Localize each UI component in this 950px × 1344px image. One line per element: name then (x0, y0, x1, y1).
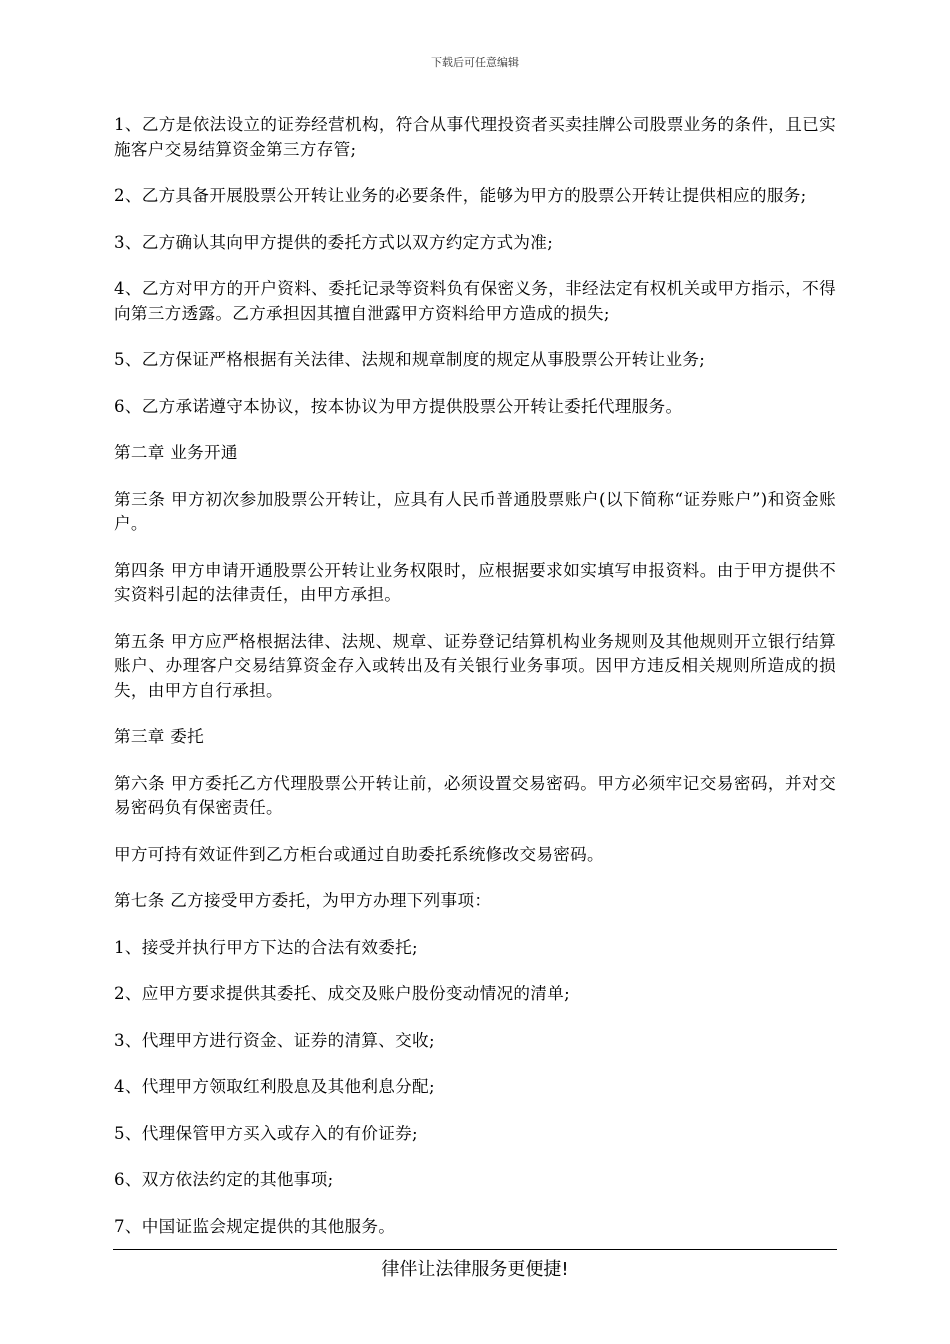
list-item: 7、中国证监会规定提供的其他服务。 (114, 1216, 396, 1236)
list-item: 2、应甲方要求提供其委托、成交及账户股份变动情况的清单; (114, 984, 570, 1003)
chapter-heading: 第二章 业务开通 (114, 443, 238, 462)
article: 第三条 甲方初次参加股票公开转让，应具有人民币普通股票账户(以下简称“证券账户”)和资金账户。 (114, 489, 836, 533)
paragraph: 3、乙方确认其向甲方提供的委托方式以双方约定方式为准; (114, 232, 554, 252)
footer-slogan: 律伴让法律服务更便捷! (381, 1259, 569, 1280)
list-item: 6、双方依法约定的其他事项; (114, 1170, 334, 1189)
paragraph: 5、乙方保证严格根据有关法律、法规和规章制度的规定从事股票公开转让业务; (114, 350, 706, 369)
paragraph: 6、乙方承诺遵守本协议，按本协议为甲方提供股票公开转让委托代理服务。 (114, 396, 683, 416)
list-item: 5、代理保管甲方买入或存入的有价证券; (114, 1123, 418, 1143)
list-item: 4、代理甲方领取红利股息及其他利息分配; (114, 1077, 435, 1096)
chapter-heading: 第三章 委托 (114, 727, 205, 746)
paragraph: 2、乙方具备开展股票公开转让业务的必要条件，能够为甲方的股票公开转让提供相应的服务; (114, 186, 807, 205)
header-note: 下载后可任意编辑 (431, 56, 519, 69)
paragraph: 1、乙方是依法设立的证券经营机构，符合从事代理投资者买卖挂牌公司股票业务的条件，且已实施客户交易结算资金第三方存管; (114, 115, 836, 159)
paragraph: 甲方可持有效证件到乙方柜台或通过自助委托系统修改交易密码。 (114, 844, 604, 864)
article: 第七条 乙方接受甲方委托，为甲方办理下列事项： (114, 891, 492, 910)
article: 第四条 甲方申请开通股票公开转让业务权限时，应根据要求如实填写申报资料。由于甲方提供不实资料引起的法律责任，由甲方承担。 (114, 560, 836, 604)
article: 第六条 甲方委托乙方代理股票公开转让前，必须设置交易密码。甲方必须牢记交易密码，并对交易密码负有保密责任。 (114, 773, 836, 817)
article: 第五条 甲方应严格根据法律、法规、规章、证券登记结算机构业务规则及其他规则开立银行结算账户、办理客户交易结算资金存入或转出及有关银行业务事项。因甲方违反相关规则所造成的损失，由甲方自行承担。 (114, 631, 836, 700)
document-body (114, 113, 836, 1261)
list-item: 3、代理甲方进行资金、证券的清算、交收; (114, 1030, 435, 1050)
footer-divider (113, 1249, 837, 1250)
list-item: 1、接受并执行甲方下达的合法有效委托; (114, 937, 418, 957)
paragraph: 4、乙方对甲方的开户资料、委托记录等资料负有保密义务，非经法定有权机关或甲方指示，不得向第三方透露。乙方承担因其擅自泄露甲方资料给甲方造成的损失; (114, 279, 836, 323)
